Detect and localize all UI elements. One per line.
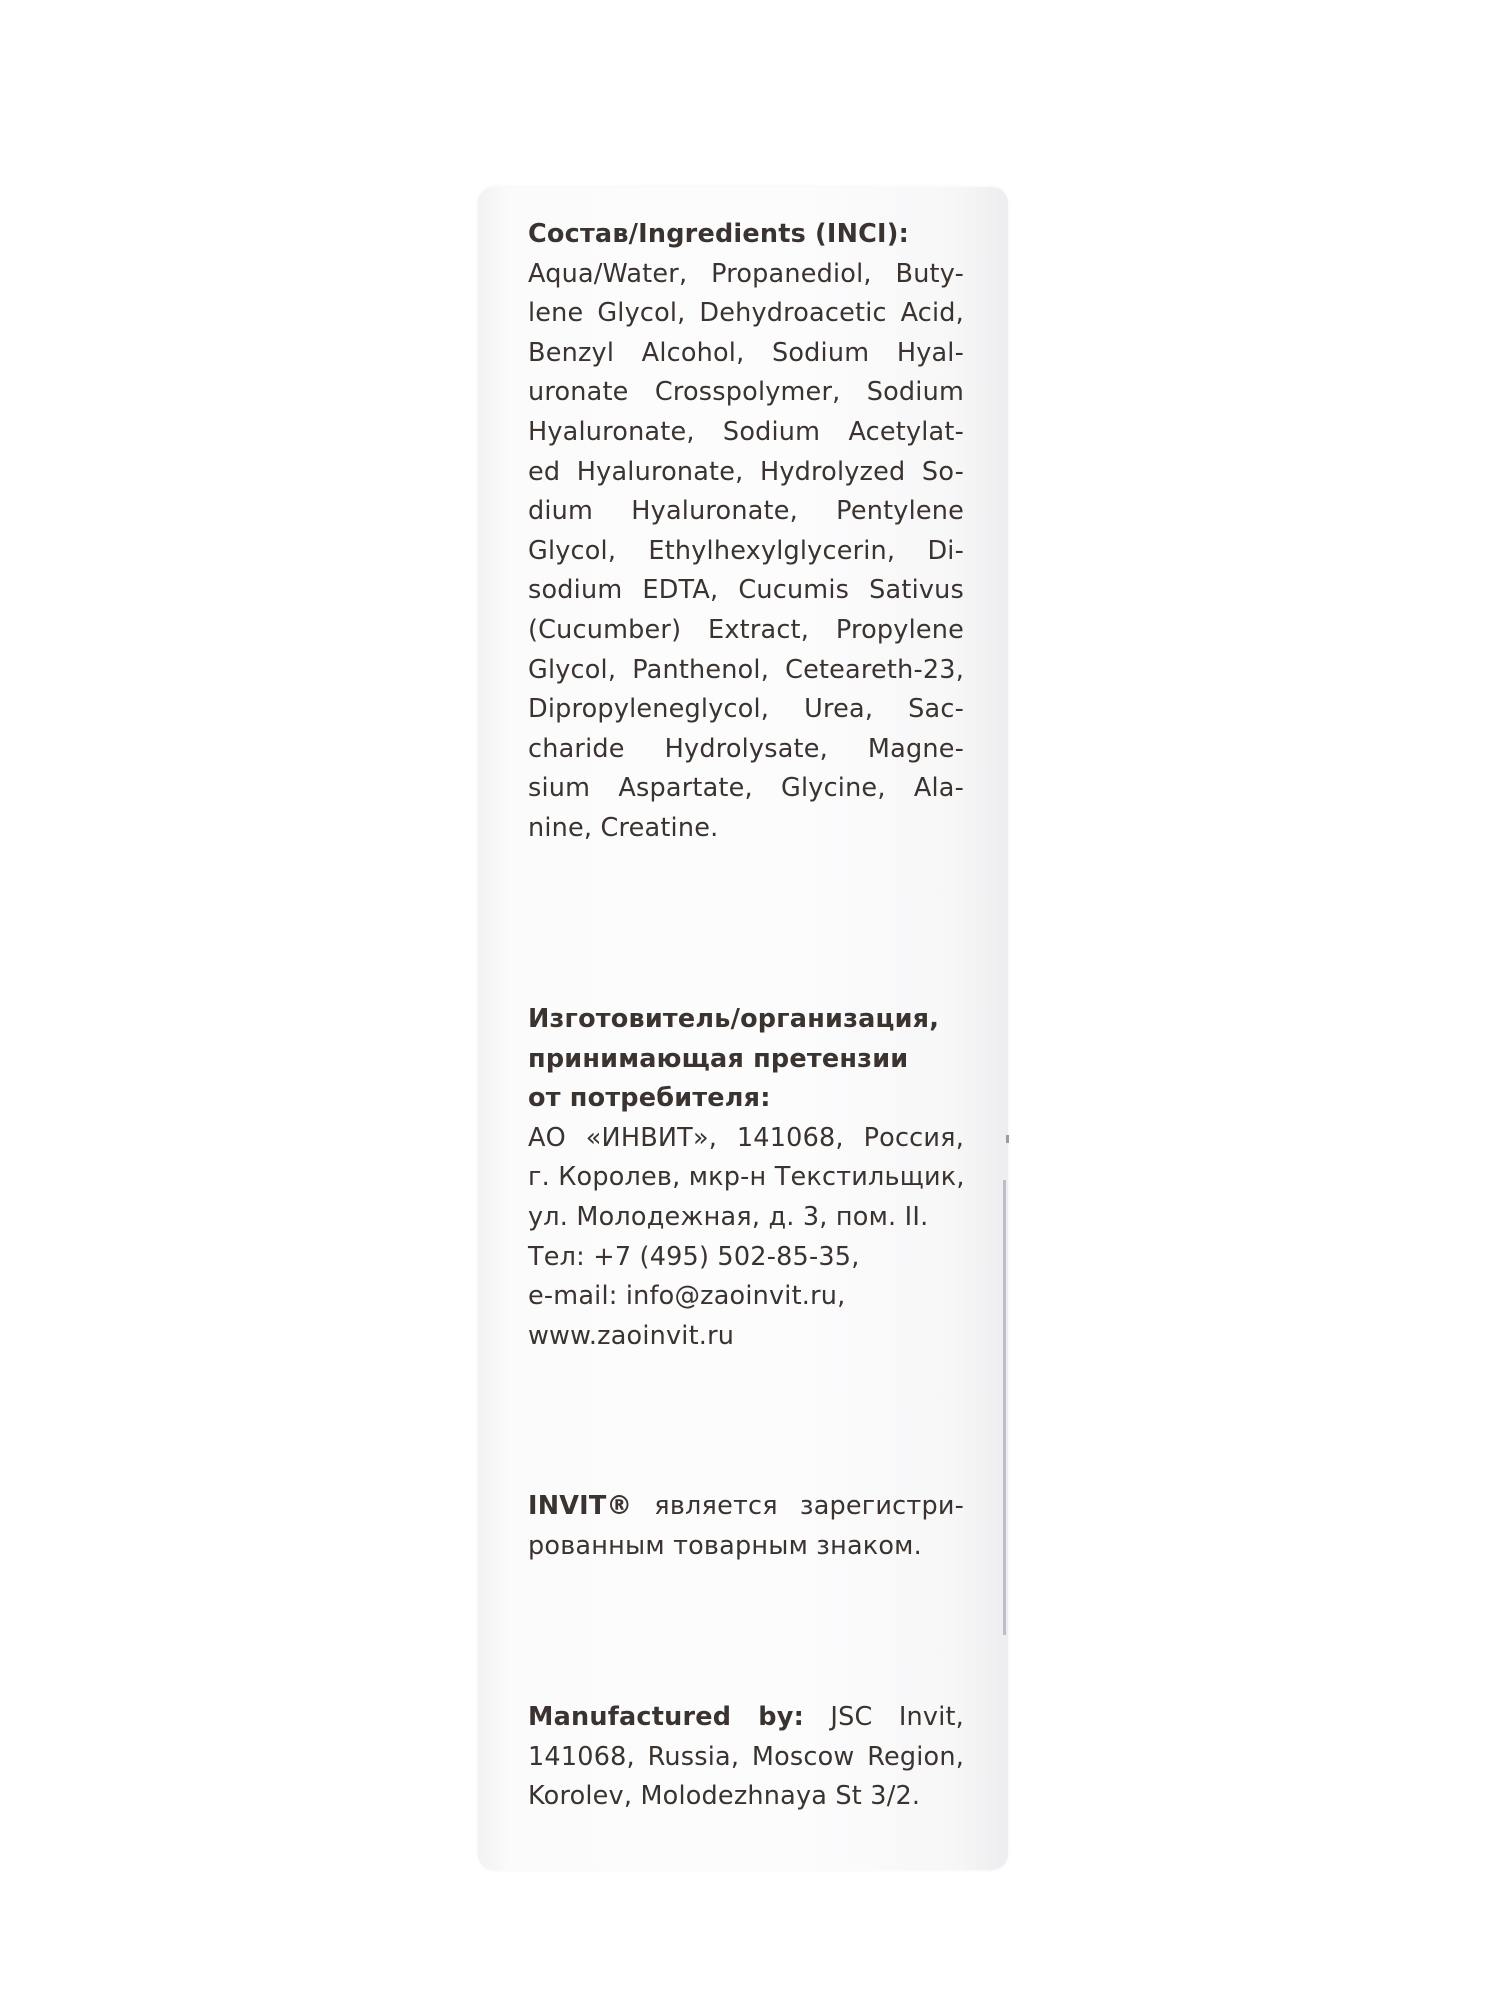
- ingredients-heading: Состав/Ingredients (INCI):: [528, 219, 909, 249]
- ingredients-line: ed Hyaluronate, Hydrolyzed So-: [528, 456, 964, 487]
- manufacturer-ru-line: ул. Молодежная, д. 3, пом. II.: [528, 1201, 929, 1232]
- ingredients-line: Benzyl Alcohol, Sodium Hyal-: [528, 337, 964, 368]
- ingredients-line: sium Aspartate, Glycine, Ala-: [528, 773, 964, 804]
- manufacturer-ru-heading-line: от потребителя:: [528, 1083, 771, 1114]
- box-edge-color-strip: [1003, 1180, 1006, 1635]
- ingredients-line: Aqua/Water, Propanediol, Buty-: [528, 258, 964, 289]
- manufacturer-ru-website: www.zaoinvit.ru: [528, 1320, 735, 1351]
- manufacturer-en-line1-text: JSC Invit,: [803, 1702, 964, 1732]
- ingredients-line: uronate Crosspolymer, Sodium: [528, 377, 964, 408]
- ingredients-line: lene Glycol, Dehydroacetic Acid,: [528, 298, 964, 329]
- ingredients-line: dium Hyaluronate, Pentylene: [528, 496, 964, 527]
- trademark-line: [528, 1487, 964, 1527]
- ingredients-line: Hyaluronate, Sodium Acetylat-: [528, 416, 964, 447]
- manufacturer-ru-heading-line: Изготовитель/организация,: [528, 1004, 940, 1034]
- ingredients-line: Glycol, Ethylhexylglycerin, Di-: [528, 535, 964, 566]
- box-edge-mark: [1006, 1135, 1009, 1143]
- manufacturer-ru-line: АО «ИНВИТ», 141068, Россия,: [528, 1122, 964, 1153]
- manufacturer-en-line: [528, 1698, 964, 1738]
- ingredients-line: charide Hydrolysate, Magne-: [528, 733, 964, 764]
- manufacturer-en-line: Korolev, Molodezhnaya St 3/2.: [528, 1781, 921, 1812]
- ingredients-line: nine, Creatine.: [528, 812, 719, 843]
- ingredients-line: Glycol, Panthenol, Ceteareth-23,: [528, 654, 964, 685]
- ingredients-line: sodium EDTA, Cucumis Sativus: [528, 575, 964, 606]
- manufacturer-en-line: 141068, Russia, Moscow Region,: [528, 1741, 964, 1772]
- manufacturer-ru-phone: Тел: +7 (495) 502-85-35,: [528, 1241, 860, 1272]
- trademark-line1-text: является зарегистри-: [632, 1491, 964, 1521]
- trademark-section: [528, 1487, 964, 1566]
- ingredients-line: Dipropyleneglycol, Urea, Sac-: [528, 694, 964, 725]
- manufacturer-ru-section: [528, 1000, 964, 1356]
- ingredients-line: (Cucumber) Extract, Propylene: [528, 614, 964, 645]
- manufacturer-ru-email: e-mail: info@zaoinvit.ru,: [528, 1281, 846, 1312]
- manufacturer-en-section: [528, 1698, 964, 1817]
- trademark-brand: INVIT®: [528, 1491, 633, 1521]
- manufacturer-ru-line: г. Королев, мкр-н Текстильщик,: [528, 1162, 965, 1193]
- trademark-line: рованным товарным знаком.: [528, 1530, 922, 1561]
- manufacturer-en-label: Manufactured by:: [528, 1702, 804, 1732]
- ingredients-section: [528, 215, 964, 849]
- manufacturer-ru-heading-line: принимающая претензии: [528, 1043, 909, 1074]
